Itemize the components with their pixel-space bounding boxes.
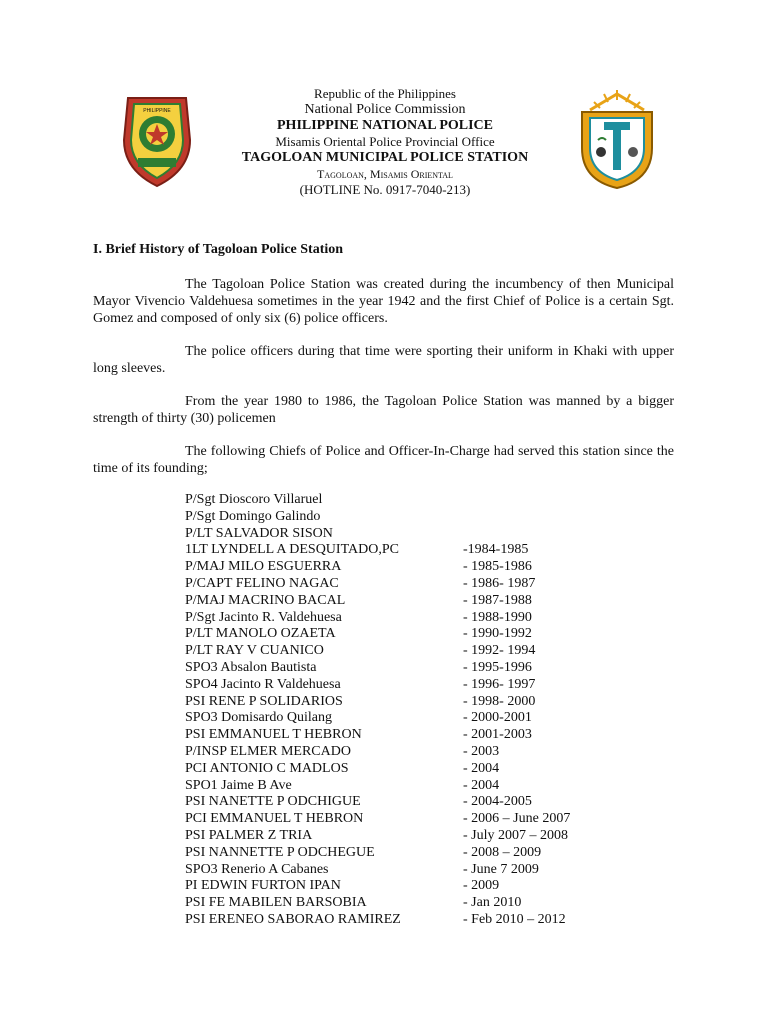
chief-name: P/MAJ MILO ESGUERRA [185,559,342,575]
list-item [185,576,605,593]
paragraph-founding: The Tagoloan Police Station was created during the incumbency of then Municipal Mayor Vivencio Valdehuesa sometimes in the year 1942 and the first Chief of Police is a certain Sgt. Gomez and composed of only six (6) police officers. [93,277,674,326]
header-commission: National Police Commission [304,102,466,117]
list-item [185,778,605,795]
list-item [185,492,605,509]
chief-name: SPO4 Jacinto R Valdehuesa [185,676,341,692]
header-provincial-office: Misamis Oriental Police Provincial Office [275,134,495,149]
chief-term: - 1995-1996 [463,659,532,675]
chief-term: - 1985-1986 [463,559,532,575]
chief-name: 1LT LYNDELL A DESQUITADO,PC [185,542,399,558]
chief-name: P/CAPT FELINO NAGAC [185,575,339,591]
list-item [185,643,605,660]
header-pnp: PHILIPPINE NATIONAL POLICE [277,118,493,133]
chief-name: SPO1 Jaime B Ave [185,777,292,793]
paragraph-strength: From the year 1980 to 1986, the Tagoloan Police Station was manned by a bigger strength of thirty (30) policemen [93,394,674,426]
chief-name: P/LT RAY V CUANICO [185,643,324,659]
chief-term: - 1996- 1997 [463,676,536,692]
letterhead [210,86,560,198]
chief-term: - 1992- 1994 [463,643,536,659]
chief-term: - 1990-1992 [463,626,532,642]
list-item [185,542,605,559]
chief-term: - 2004 [463,760,500,776]
chief-term: -1984-1985 [463,542,529,558]
chief-name: PCI EMMANUEL T HEBRON [185,811,364,827]
list-item [185,559,605,576]
chief-name: SPO3 Renerio A Cabanes [185,861,329,877]
list-item [185,845,605,862]
list-item [185,727,605,744]
chief-name: P/INSP ELMER MERCADO [185,743,351,759]
header-station: TAGOLOAN MUNICIPAL POLICE STATION [241,150,529,165]
chief-name: P/LT SALVADOR SISON [185,525,333,541]
header-republic: Republic of the Philippines [314,86,456,101]
list-item [185,526,605,543]
chiefs-list [185,492,605,929]
chief-name: P/LT MANOLO OZAETA [185,626,336,642]
chief-name: PCI ANTONIO C MADLOS [185,760,349,776]
list-item [185,811,605,828]
chief-term: - 2001-2003 [463,727,532,743]
list-item [185,660,605,677]
header-hotline: (HOTLINE No. 0917-7040-213) [299,182,471,197]
list-item [185,744,605,761]
chief-term: - 2000-2001 [463,710,532,726]
chief-term: - 2009 [463,878,500,894]
chief-term: - 2004 [463,777,500,793]
list-item [185,509,605,526]
chief-term: - 2008 – 2009 [463,844,542,860]
chief-name: P/Sgt Domingo Galindo [185,508,321,524]
chief-name: PSI FE MABILEN BARSOBIA [185,895,367,911]
tagoloan-seal-logo [576,88,658,190]
chief-term: - 2004-2005 [463,794,532,810]
chief-name: PSI EMMANUEL T HEBRON [185,727,362,743]
list-item [185,794,605,811]
list-item [185,828,605,845]
paragraph-chiefs-intro: The following Chiefs of Police and Officer-In-Charge had served this station since the time of its founding; [93,444,674,476]
list-item [185,677,605,694]
chief-term: - 2003 [463,743,500,759]
chief-name: P/Sgt Dioscoro Villaruel [185,492,323,507]
chief-term: - Feb 2010 – 2012 [463,911,566,927]
chief-name: PI EDWIN FURTON IPAN [185,878,341,894]
list-item [185,694,605,711]
list-item [185,862,605,879]
chief-name: PSI PALMER Z TRIA [185,827,313,843]
list-item [185,912,605,929]
list-item [185,710,605,727]
chief-name: P/Sgt Jacinto R. Valdehuesa [185,609,342,625]
list-item [185,895,605,912]
list-item [185,878,605,895]
chief-term: - 1986- 1987 [463,575,536,591]
section-title: I. Brief History of Tagoloan Police Station [93,242,344,257]
chief-term: - July 2007 – 2008 [463,827,568,843]
chief-term: - 2006 – June 2007 [463,811,571,827]
list-item [185,610,605,627]
header-address: Tagoloan, Misamis Oriental [317,167,453,181]
chief-name: P/MAJ MACRINO BACAL [185,592,346,608]
svg-text:PHILIPPINE: PHILIPPINE [143,108,171,114]
chief-name: PSI NANNETTE P ODCHEGUE [185,844,375,860]
chief-name: PSI NANETTE P ODCHIGUE [185,794,361,810]
pnp-seal-logo [120,90,194,190]
list-item [185,761,605,778]
chief-name: PSI RENE P SOLIDARIOS [185,693,343,709]
chief-term: - Jan 2010 [463,895,522,911]
chief-term: - 1998- 2000 [463,693,536,709]
chief-term: - 1987-1988 [463,592,532,608]
chief-term: - 1988-1990 [463,609,532,625]
paragraph-uniform: The police officers during that time were sporting their uniform in Khaki with upper long sleeves. [93,344,674,376]
list-item [185,593,605,610]
chief-name: PSI ERENEO SABORAO RAMIREZ [185,911,401,927]
chief-name: SPO3 Domisardo Quilang [185,710,332,726]
list-item [185,626,605,643]
chief-name: SPO3 Absalon Bautista [185,659,317,675]
chief-term: - June 7 2009 [463,861,539,877]
